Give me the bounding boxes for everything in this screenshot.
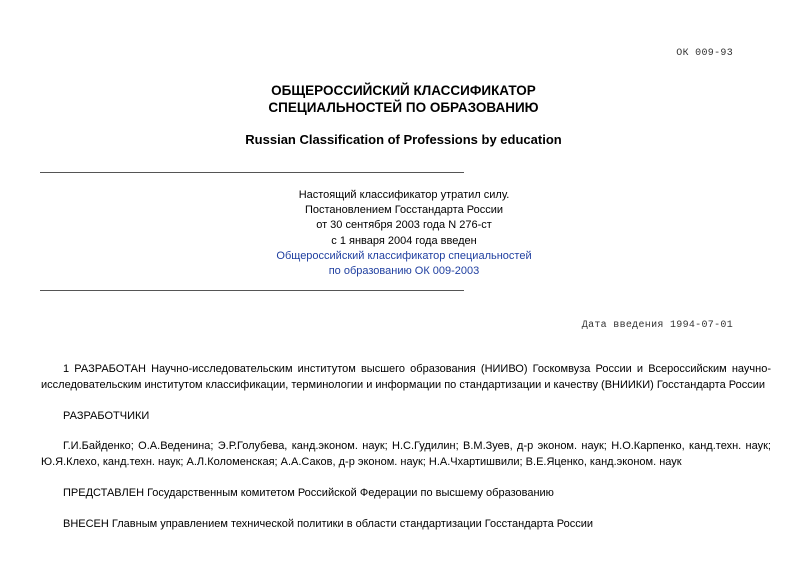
- top-divider: [40, 172, 464, 173]
- title-line-1: ОБЩЕРОССИЙСКИЙ КЛАССИФИКАТОР: [271, 83, 536, 98]
- notice-line-3: от 30 сентября 2003 года N 276-ст: [316, 219, 492, 232]
- english-title: Russian Classification of Professions by education: [245, 132, 562, 147]
- notice-line-1: Настоящий классификатор утратил силу.: [298, 189, 510, 201]
- title-line-2: СПЕЦИАЛЬНОСТЕЙ ПО ОБРАЗОВАНИЮ: [268, 100, 539, 115]
- introduction-date: Дата введения 1994-07-01: [581, 320, 733, 331]
- introduced-by-paragraph: ВНЕСЕН Главным управлением технической политики в области стандартизации Госстандарта России: [63, 518, 594, 530]
- notice-line-4: с 1 января 2004 года введен: [331, 234, 477, 247]
- developers-heading: РАЗРАБОТЧИКИ: [63, 410, 150, 422]
- replacement-classifier-link[interactable]: [234, 249, 574, 279]
- link-line-2[interactable]: по образованию ОК 009-2003: [328, 265, 480, 278]
- validity-notice: [234, 188, 574, 279]
- bottom-divider: [40, 290, 464, 291]
- document-title: [0, 82, 807, 116]
- document-code: ОК 009-93: [676, 48, 733, 59]
- developers-list: Г.И.Байденко; О.А.Веденина; Э.Р.Голубева, канд.эконом. наук; Н.С.Гудилин; В.М.Зуев, д-р эконом. наук; Н.О.Карпенко, канд.техн. наук; Ю.Я.Клеxо, канд.техн. наук; А.Л.Коломенская; А.А.Саков, д-р эконом. наук; Н.А.Чхартишвили; В.Е.Яценко, канд.эконом. наук: [41, 440, 771, 468]
- notice-line-2: Постановлением Госстандарта России: [304, 204, 504, 217]
- presented-by-paragraph: ПРЕДСТАВЛЕН Государственным комитетом Российской Федерации по высшему образованию: [63, 487, 554, 499]
- developed-by-paragraph: 1 РАЗРАБОТАН Научно-исследовательским институтом высшего образования (НИИВО) Госкомвуза России и Всероссийским научно-исследовательским институтом классификации, терминологии и информации по стандартизации и качеству (ВНИИКИ) Госстандарта России: [41, 363, 771, 391]
- link-line-1[interactable]: Общероссийский классификатор специальностей: [276, 249, 532, 262]
